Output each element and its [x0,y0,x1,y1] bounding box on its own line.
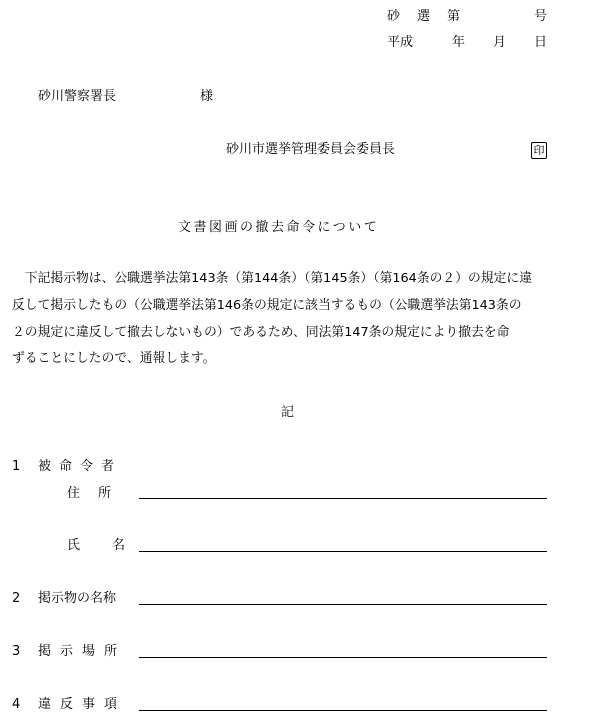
violation-field-line[interactable] [139,710,547,711]
item-number-3: 3 [12,644,21,659]
item-label-name: 氏名 [67,538,158,553]
date-month: 月 [493,35,507,50]
item-label-poster-name: 掲示物の名称 [38,591,117,606]
date-day: 日 [534,35,548,50]
addressee-honorific: 様 [200,89,214,104]
item-number-4: 4 [12,697,21,712]
body-line-1: 下記掲示物は、公職選挙法第143条（第144条）（第145条）（第164条の２）の規定に違 [12,271,532,286]
item-number-2: 2 [12,591,21,606]
item-label-recipient: 被命令者 [38,459,123,474]
ki-heading: 記 [281,405,295,420]
location-field-line[interactable] [139,657,547,658]
body-line-3: ２の規定に違反して撤去しないもの）であるため、同法第147条の規定により撤去を命 [12,325,510,340]
body-line-2: 反して掲示したもの（公職選挙法第146条の規定に該当するもの（公職選挙法第143条の [12,298,522,313]
name-field-line[interactable] [139,551,547,552]
item-label-violation: 違反事項 [38,697,127,712]
item-label-address: 住所 [67,486,130,501]
seal-mark: 印 [531,142,547,159]
date-year: 年 [452,35,466,50]
document-number-prefix: 砂 選 第 [387,9,463,24]
date-era: 平成 [387,35,414,50]
sender-name: 砂川市選挙管理委員会委員長 [226,142,396,157]
document-title: 文書図画の撤去命令について [178,220,380,235]
body-line-4: ずることにしたので、通報します。 [12,351,216,366]
item-label-location: 掲示場所 [38,644,127,659]
poster-name-field-line[interactable] [139,604,547,605]
item-number-1: 1 [12,459,21,474]
addressee-name: 砂川警察署長 [38,89,117,104]
address-field-line[interactable] [139,498,547,499]
document-number-suffix: 号 [534,9,548,24]
